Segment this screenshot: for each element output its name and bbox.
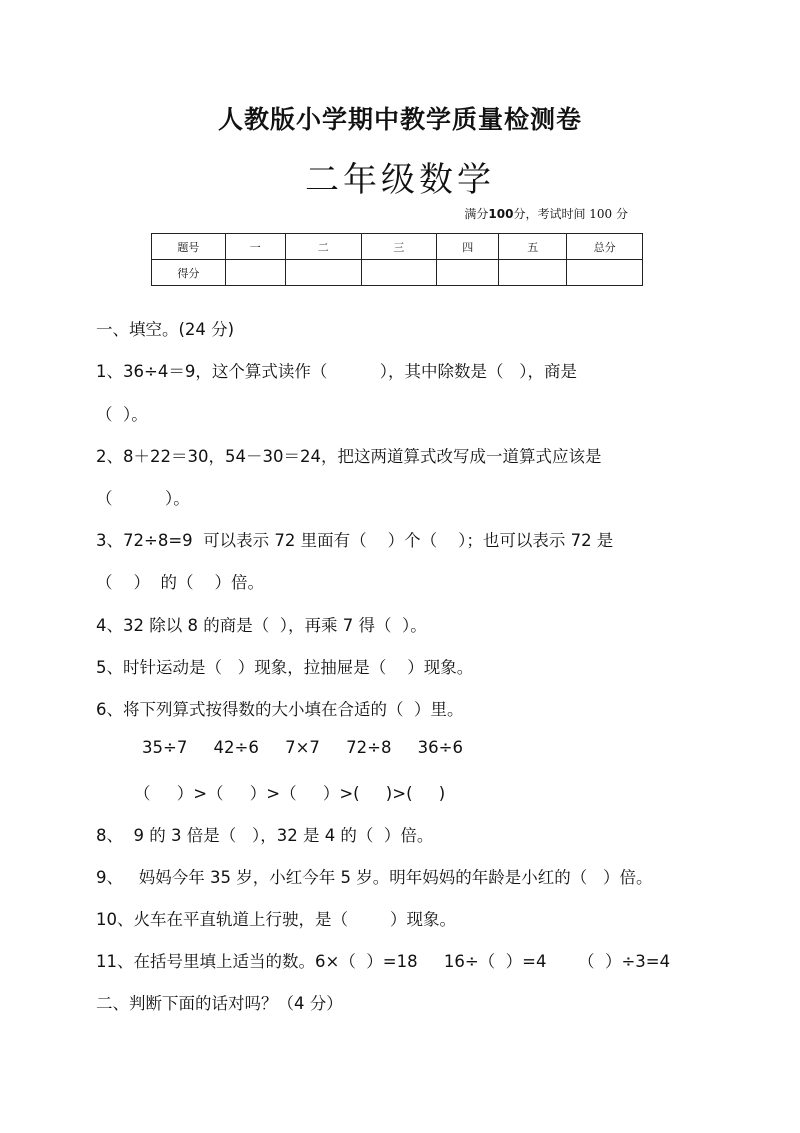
question-line: 1、36÷4＝9，这个算式读作（ ），其中除数是（ ），商是 <box>96 362 577 381</box>
score-table <box>151 233 643 286</box>
expression-list: 35÷7 42÷6 7×7 72÷8 36÷6 <box>142 738 463 757</box>
question-line: （ ）。 <box>96 405 148 424</box>
question-line: 5、时针运动是（ ）现象，拉抽屉是（ ）现象。 <box>96 658 474 677</box>
comparison-blanks: （ ）>（ ）>（ ）>( )>( ) <box>134 784 446 803</box>
score-header-cell: 题号 <box>152 234 226 260</box>
question-line: （ ）。 <box>96 489 190 508</box>
score-cell[interactable] <box>567 260 643 286</box>
score-cell[interactable] <box>285 260 361 286</box>
meta-suffix: 分，考试时间 100 分 <box>513 207 628 221</box>
exam-subtitle: 二年级数学 <box>305 160 495 200</box>
score-header-cell: 总分 <box>567 234 643 260</box>
question-line: 9、 妈妈今年 35 岁，小红今年 5 岁。明年妈妈的年龄是小红的（ ）倍。 <box>96 868 653 887</box>
section-heading: 一、填空。(24 分) <box>96 320 235 339</box>
question-line: 8、 9 的 3 倍是（ ），32 是 4 的（ ）倍。 <box>96 826 434 845</box>
exam-meta <box>464 205 628 222</box>
score-header-cell: 四 <box>437 234 499 260</box>
score-table-score-row <box>152 260 643 286</box>
question-line: （ ） 的（ ）倍。 <box>96 573 264 592</box>
meta-prefix: 满分 <box>464 207 489 221</box>
question-line: 10、火车在平直轨道上行驶，是（ ）现象。 <box>96 910 456 929</box>
score-cell[interactable] <box>499 260 567 286</box>
exam-title: 人教版小学期中教学质量检测卷 <box>217 105 582 134</box>
score-table-header-row <box>152 234 643 260</box>
question-line: 11、在括号里填上适当的数。6×（ ）=18 16÷（ ）=4 （ ）÷3=4 <box>96 952 671 971</box>
meta-score: 100 <box>488 207 514 221</box>
score-header-cell: 二 <box>285 234 361 260</box>
question-line: 3、72÷8=9 可以表示 72 里面有（ ）个（ ）；也可以表示 72 是 <box>96 531 614 550</box>
question-line: 4、32 除以 8 的商是（ ），再乘 7 得（ ）。 <box>96 616 427 635</box>
score-header-cell: 一 <box>225 234 285 260</box>
question-line: 6、将下列算式按得数的大小填在合适的（ ）里。 <box>96 700 464 719</box>
score-header-cell: 三 <box>361 234 437 260</box>
section-heading: 二、判断下面的话对吗？（4 分） <box>96 994 343 1013</box>
score-cell[interactable] <box>437 260 499 286</box>
question-line: 2、8＋22＝30，54－30＝24，把这两道算式改写成一道算式应该是 <box>96 447 602 466</box>
score-header-cell: 五 <box>499 234 567 260</box>
score-cell[interactable] <box>361 260 437 286</box>
score-cell[interactable] <box>225 260 285 286</box>
score-row-label: 得分 <box>152 260 226 286</box>
